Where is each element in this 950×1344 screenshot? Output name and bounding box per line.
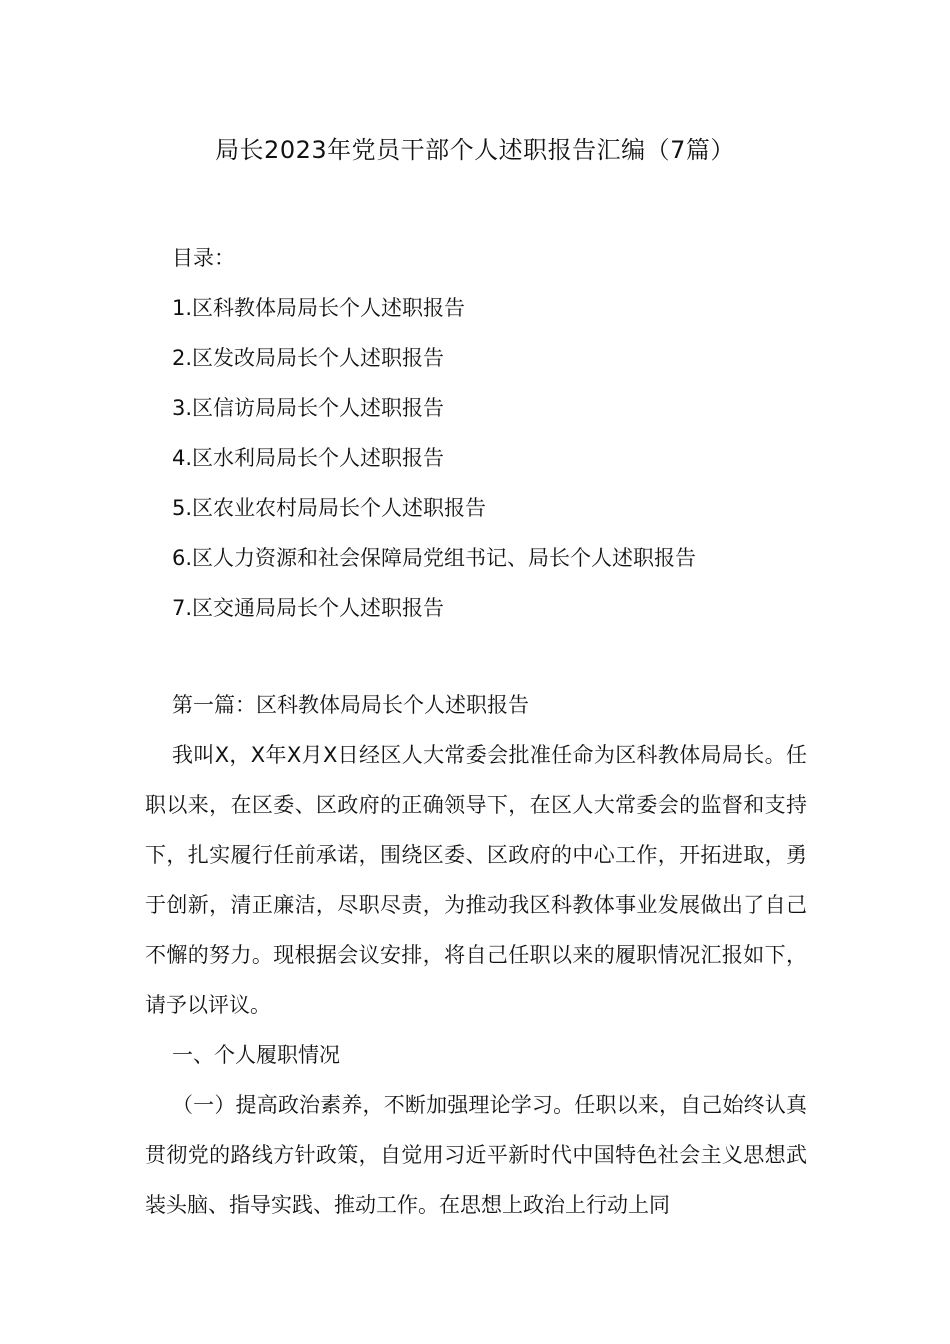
- document-body: [145, 680, 807, 1230]
- section-title: 第一篇：区科教体局局长个人述职报告: [172, 693, 529, 717]
- toc-item: 4.区水利局局长个人述职报告: [172, 446, 445, 470]
- body-paragraph: （一）提高政治素养，不断加强理论学习。任职以来，自己始终认真贯彻党的路线方针政策，自觉用习近平新时代中国特色社会主义思想武装头脑、指导实践、推动工作。在思想上政治上行动上同: [145, 1093, 807, 1217]
- toc-item: 3.区信访局局长个人述职报告: [172, 396, 445, 420]
- section-heading: 一、个人履职情况: [172, 1043, 340, 1067]
- toc-item: 6.区人力资源和社会保障局党组书记、局长个人述职报告: [172, 546, 697, 570]
- document-title: 局长2023年党员干部个人述职报告汇编（7篇）: [215, 136, 735, 164]
- toc-item: 1.区科教体局局长个人述职报告: [172, 296, 466, 320]
- toc-label: 目录：: [172, 246, 235, 270]
- body-paragraph: 我叫X，X年X月X日经区人大常委会批准任命为区科教体局局长。任职以来，在区委、区政府的正确领导下，在区人大常委会的监督和支持下，扎实履行任前承诺，围绕区委、区政府的中心工作，开拓进取，勇于创新，清正廉洁，尽职尽责，为推动我区科教体事业发展做出了自己不懈的努力。现根据会议安排，将自己任职以来的履职情况汇报如下，请予以评议。: [145, 743, 807, 1017]
- toc-item: 7.区交通局局长个人述职报告: [172, 596, 445, 620]
- table-of-contents: [172, 233, 872, 633]
- toc-item: 2.区发改局局长个人述职报告: [172, 346, 445, 370]
- toc-item: 5.区农业农村局局长个人述职报告: [172, 496, 487, 520]
